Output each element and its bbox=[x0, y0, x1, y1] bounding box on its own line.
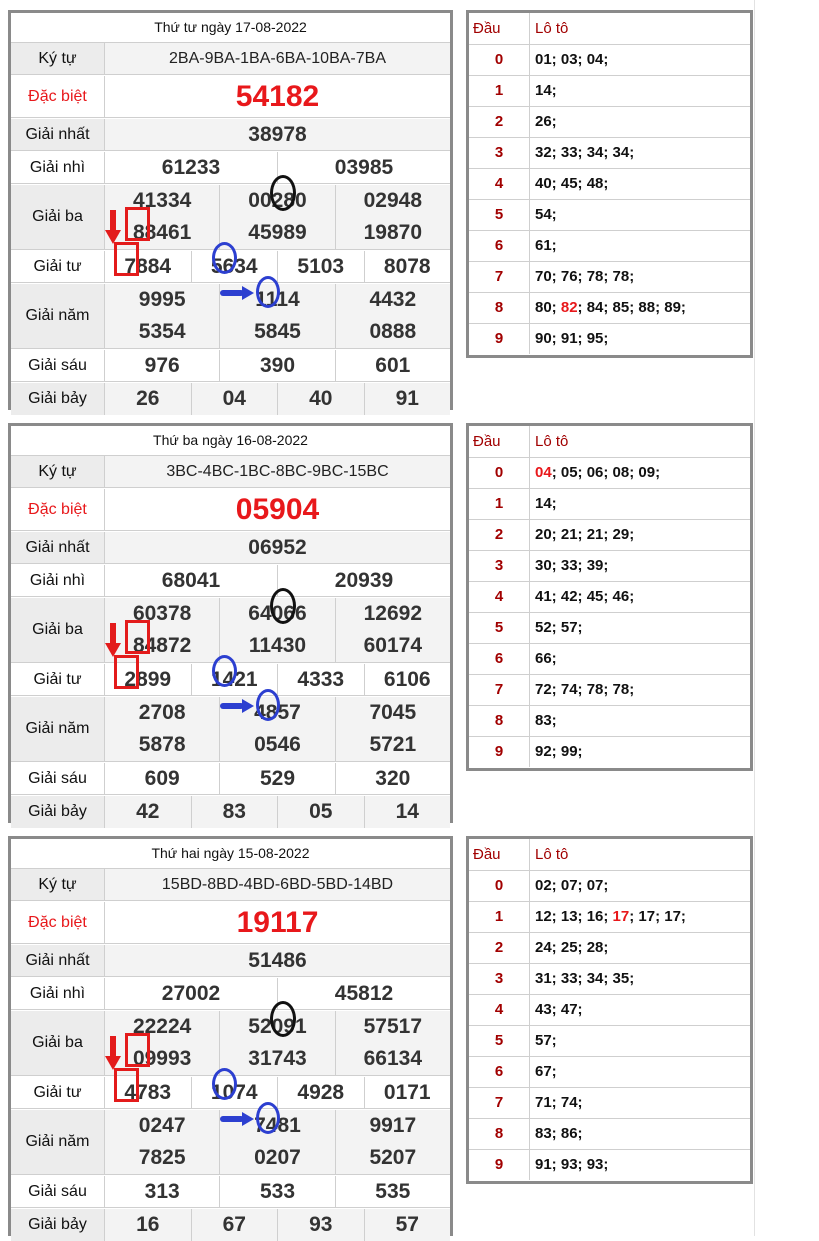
prize-row-giai-sau bbox=[11, 763, 450, 795]
prize-number: 4432 bbox=[335, 284, 450, 316]
prize-label: Giải bảy bbox=[11, 1209, 105, 1241]
prize-row-giai-nam bbox=[11, 284, 450, 349]
loto-special-number: 17 bbox=[612, 908, 630, 925]
loto-head-digit: 4 bbox=[469, 582, 530, 612]
loto-numbers-part: ; 05; 06; 08; 09; bbox=[551, 464, 661, 481]
loto-numbers: 14; bbox=[535, 82, 557, 99]
prize-number: 1074 bbox=[191, 1077, 278, 1108]
prize-number: 9917 bbox=[335, 1110, 450, 1142]
prize-values bbox=[105, 43, 450, 74]
loto-head-digit: 7 bbox=[469, 675, 530, 705]
loto-row bbox=[469, 613, 750, 644]
results-table bbox=[8, 423, 453, 823]
prize-label: Giải năm bbox=[11, 697, 105, 761]
special-prize-number: 54182 bbox=[235, 79, 320, 113]
prize-label: Giải ba bbox=[11, 185, 105, 249]
loto-row bbox=[469, 706, 750, 737]
prize-number: 11430 bbox=[219, 630, 334, 662]
prize-number: 27002 bbox=[161, 981, 221, 1005]
special-prize-number: 19117 bbox=[236, 905, 319, 939]
prize-row-giai-tu bbox=[11, 1077, 450, 1109]
loto-row bbox=[469, 107, 750, 138]
prize-number: 88461 bbox=[132, 221, 192, 244]
prize-number: 60174 bbox=[335, 630, 450, 662]
prize-number: 5845 bbox=[219, 316, 334, 348]
loto-numbers: 40; 45; 48; bbox=[535, 175, 609, 192]
loto-header-loto: Lô tô bbox=[535, 20, 569, 37]
prize-label: Giải tư bbox=[11, 1077, 105, 1108]
loto-row bbox=[469, 1150, 750, 1181]
loto-numbers: 43; 47; bbox=[535, 1001, 583, 1018]
prize-values bbox=[105, 284, 450, 348]
prize-subrow bbox=[105, 1142, 450, 1174]
loto-row bbox=[469, 520, 750, 551]
prize-subrow bbox=[105, 284, 450, 316]
prize-values bbox=[105, 796, 450, 828]
loto-numbers-part: 12; 13; 16; bbox=[535, 908, 613, 925]
prize-row-giai-nhi bbox=[11, 152, 450, 184]
loto-header-head: Đầu bbox=[469, 13, 530, 44]
prize-row-giai-sau bbox=[11, 1176, 450, 1208]
prize-row-ky-tu bbox=[11, 456, 450, 488]
prize-number: 68041 bbox=[161, 568, 221, 592]
loto-head-digit: 1 bbox=[469, 902, 530, 932]
prize-values bbox=[105, 902, 450, 943]
prize-number: 5207 bbox=[335, 1142, 450, 1174]
loto-head-digit: 0 bbox=[469, 458, 530, 488]
prize-label: Giải tư bbox=[11, 664, 105, 695]
prize-label: Giải nhì bbox=[11, 565, 105, 596]
loto-head-digit: 6 bbox=[469, 231, 530, 261]
prize-number: 02948 bbox=[335, 185, 450, 217]
prize-values bbox=[105, 119, 450, 150]
prize-values bbox=[105, 598, 450, 662]
prize-number: 16 bbox=[136, 1213, 160, 1236]
prize-number: 05 bbox=[277, 796, 364, 828]
prize-label: Giải năm bbox=[11, 284, 105, 348]
loto-row bbox=[469, 1057, 750, 1088]
prize-number: 5103 bbox=[277, 251, 364, 282]
prize-values bbox=[105, 489, 450, 530]
prize-number: 20939 bbox=[277, 565, 450, 596]
prize-number: 91 bbox=[364, 383, 451, 415]
prize-row-dac-biet bbox=[11, 76, 450, 118]
prize-number: 41334 bbox=[132, 189, 192, 212]
results-table bbox=[8, 836, 453, 1236]
prize-number: 31743 bbox=[219, 1043, 334, 1075]
prize-number: 390 bbox=[219, 350, 334, 381]
prize-row-dac-biet bbox=[11, 902, 450, 944]
loto-numbers: 66; bbox=[535, 650, 557, 667]
loto-numbers: 52; 57; bbox=[535, 619, 583, 636]
prize-values bbox=[105, 664, 450, 695]
prize-number: 976 bbox=[144, 353, 180, 377]
prize-values bbox=[105, 76, 450, 117]
prize-number: 09993 bbox=[132, 1047, 192, 1070]
loto-numbers: 32; 33; 34; 34; bbox=[535, 144, 635, 161]
prize-number: 42 bbox=[136, 800, 160, 823]
prize-number: 7884 bbox=[124, 254, 172, 278]
loto-numbers: 92; 99; bbox=[535, 743, 583, 760]
prize-subrow bbox=[105, 217, 450, 249]
loto-numbers: 02; 07; 07; bbox=[535, 877, 609, 894]
prize-label: Giải ba bbox=[11, 1011, 105, 1075]
prize-values bbox=[105, 1176, 450, 1207]
prize-number: 8078 bbox=[364, 251, 451, 282]
prize-number: 67 bbox=[191, 1209, 278, 1241]
prize-number: 2708 bbox=[138, 701, 186, 724]
loto-header-head: Đầu bbox=[469, 839, 530, 870]
prize-row-giai-bay bbox=[11, 383, 450, 415]
loto-numbers: 31; 33; 34; 35; bbox=[535, 970, 635, 987]
prize-number: 57 bbox=[364, 1209, 451, 1241]
prize-number: 57517 bbox=[335, 1011, 450, 1043]
prize-row-giai-nhi bbox=[11, 978, 450, 1010]
prize-number: 14 bbox=[364, 796, 451, 828]
prize-values bbox=[105, 565, 450, 596]
prize-number: 7825 bbox=[138, 1146, 186, 1169]
prize-label: Giải nhì bbox=[11, 978, 105, 1009]
prize-label: Đặc biệt bbox=[11, 76, 105, 117]
prize-number: 0207 bbox=[219, 1142, 334, 1174]
loto-head-digit: 6 bbox=[469, 1057, 530, 1087]
loto-row bbox=[469, 644, 750, 675]
loto-row bbox=[469, 489, 750, 520]
loto-head-digit: 3 bbox=[469, 138, 530, 168]
prize-values bbox=[105, 1077, 450, 1108]
prize-number: 64066 bbox=[219, 598, 334, 630]
prize-subrow bbox=[105, 316, 450, 348]
loto-head-digit: 2 bbox=[469, 107, 530, 137]
prize-number: 535 bbox=[335, 1176, 450, 1207]
prize-label: Giải nhất bbox=[11, 119, 105, 150]
loto-head-digit: 7 bbox=[469, 262, 530, 292]
prize-number: 0888 bbox=[335, 316, 450, 348]
prize-number: 19870 bbox=[335, 217, 450, 249]
loto-head-digit: 1 bbox=[469, 489, 530, 519]
loto-numbers: 61; bbox=[535, 237, 557, 254]
prize-values bbox=[105, 383, 450, 415]
prize-values bbox=[105, 869, 450, 900]
loto-row bbox=[469, 582, 750, 613]
draw-date-title: Thứ ba ngày 16-08-2022 bbox=[11, 426, 450, 456]
prize-values bbox=[105, 1011, 450, 1075]
prize-number: 5721 bbox=[335, 729, 450, 761]
symbol-code: 15BD-8BD-4BD-6BD-5BD-14BD bbox=[161, 875, 394, 893]
prize-number: 66134 bbox=[335, 1043, 450, 1075]
prize-number: 0546 bbox=[219, 729, 334, 761]
loto-row bbox=[469, 737, 750, 768]
prize-number: 601 bbox=[335, 350, 450, 381]
prize-number: 4783 bbox=[124, 1080, 172, 1104]
prize-number: 1421 bbox=[191, 664, 278, 695]
prize-label: Giải ba bbox=[11, 598, 105, 662]
prize-subrow bbox=[105, 1110, 450, 1142]
prize-values bbox=[105, 763, 450, 794]
loto-special-number: 82 bbox=[560, 299, 578, 316]
prize-number: 00280 bbox=[219, 185, 334, 217]
prize-number: 0247 bbox=[138, 1114, 186, 1137]
loto-head-digit: 9 bbox=[469, 324, 530, 354]
prize-number: 12692 bbox=[335, 598, 450, 630]
loto-numbers: 57; bbox=[535, 1032, 557, 1049]
loto-table bbox=[466, 836, 753, 1184]
loto-special-number: 04 bbox=[535, 464, 552, 481]
prize-number: 40 bbox=[277, 383, 364, 415]
prize-number: 45989 bbox=[219, 217, 334, 249]
prize-label: Ký tự bbox=[11, 869, 105, 900]
loto-head-digit: 4 bbox=[469, 995, 530, 1025]
loto-head-digit: 6 bbox=[469, 644, 530, 674]
prize-number: 93 bbox=[277, 1209, 364, 1241]
prize-subrow bbox=[105, 1043, 450, 1075]
loto-numbers bbox=[535, 293, 686, 323]
prize-row-giai-nhat bbox=[11, 532, 450, 564]
prize-subrow bbox=[105, 185, 450, 217]
prize-number: 26 bbox=[136, 387, 160, 410]
prize-number: 1114 bbox=[219, 284, 334, 316]
prize-number: 51486 bbox=[248, 948, 307, 972]
draw-date-title: Thứ tư ngày 17-08-2022 bbox=[11, 13, 450, 43]
loto-header-loto: Lô tô bbox=[535, 846, 569, 863]
loto-numbers: 91; 93; 93; bbox=[535, 1156, 609, 1173]
prize-number: 06952 bbox=[248, 535, 307, 559]
loto-numbers: 30; 33; 39; bbox=[535, 557, 609, 574]
loto-row bbox=[469, 45, 750, 76]
loto-row bbox=[469, 902, 750, 933]
prize-number: 5354 bbox=[138, 320, 186, 343]
prize-values bbox=[105, 251, 450, 282]
loto-header-head: Đầu bbox=[469, 426, 530, 457]
prize-row-giai-tu bbox=[11, 664, 450, 696]
loto-row bbox=[469, 1088, 750, 1119]
loto-row bbox=[469, 871, 750, 902]
loto-head-digit: 1 bbox=[469, 76, 530, 106]
loto-head-digit: 3 bbox=[469, 964, 530, 994]
prize-number: 9995 bbox=[138, 288, 186, 311]
prize-label: Giải nhất bbox=[11, 532, 105, 563]
loto-header bbox=[469, 13, 750, 45]
loto-row bbox=[469, 964, 750, 995]
loto-numbers: 83; 86; bbox=[535, 1125, 583, 1142]
loto-row bbox=[469, 995, 750, 1026]
special-prize-number: 05904 bbox=[235, 492, 320, 526]
symbol-code: 2BA-9BA-1BA-6BA-10BA-7BA bbox=[169, 49, 386, 67]
prize-row-giai-bay bbox=[11, 1209, 450, 1241]
loto-numbers: 54; bbox=[535, 206, 557, 223]
prize-number: 7481 bbox=[219, 1110, 334, 1142]
prize-label: Giải sáu bbox=[11, 763, 105, 794]
prize-number: 60378 bbox=[132, 602, 192, 625]
prize-subrow bbox=[105, 729, 450, 761]
prize-label: Giải sáu bbox=[11, 350, 105, 381]
loto-row bbox=[469, 1026, 750, 1057]
prize-number: 83 bbox=[191, 796, 278, 828]
prize-label: Đặc biệt bbox=[11, 489, 105, 530]
prize-label: Ký tự bbox=[11, 456, 105, 487]
prize-number: 5634 bbox=[191, 251, 278, 282]
prize-values bbox=[105, 152, 450, 183]
loto-row bbox=[469, 138, 750, 169]
prize-number: 4857 bbox=[219, 697, 334, 729]
prize-label: Giải sáu bbox=[11, 1176, 105, 1207]
prize-label: Ký tự bbox=[11, 43, 105, 74]
loto-numbers: 14; bbox=[535, 495, 557, 512]
page-divider bbox=[754, 0, 755, 1236]
prize-row-ky-tu bbox=[11, 869, 450, 901]
loto-head-digit: 9 bbox=[469, 737, 530, 767]
loto-head-digit: 5 bbox=[469, 1026, 530, 1056]
loto-table bbox=[466, 423, 753, 771]
prize-number: 38978 bbox=[248, 122, 307, 146]
loto-numbers: 20; 21; 21; 29; bbox=[535, 526, 635, 543]
prize-subrow bbox=[105, 697, 450, 729]
prize-label: Giải nhất bbox=[11, 945, 105, 976]
loto-table bbox=[466, 10, 753, 358]
loto-numbers: 70; 76; 78; 78; bbox=[535, 268, 635, 285]
loto-head-digit: 5 bbox=[469, 613, 530, 643]
prize-number: 45812 bbox=[277, 978, 450, 1009]
loto-head-digit: 8 bbox=[469, 1119, 530, 1149]
loto-numbers: 71; 74; bbox=[535, 1094, 583, 1111]
loto-head-digit: 3 bbox=[469, 551, 530, 581]
prize-row-giai-nam bbox=[11, 697, 450, 762]
loto-row bbox=[469, 675, 750, 706]
prize-row-giai-nhat bbox=[11, 945, 450, 977]
loto-head-digit: 2 bbox=[469, 520, 530, 550]
loto-row bbox=[469, 458, 750, 489]
loto-numbers: 67; bbox=[535, 1063, 557, 1080]
prize-number: 320 bbox=[335, 763, 450, 794]
prize-row-giai-sau bbox=[11, 350, 450, 382]
prize-label: Đặc biệt bbox=[11, 902, 105, 943]
loto-numbers-part: ; 84; 85; 88; 89; bbox=[577, 299, 686, 316]
loto-head-digit: 8 bbox=[469, 706, 530, 736]
prize-number: 2899 bbox=[124, 667, 172, 691]
loto-row bbox=[469, 324, 750, 355]
prize-number: 04 bbox=[191, 383, 278, 415]
prize-number: 5878 bbox=[138, 733, 186, 756]
prize-number: 4928 bbox=[277, 1077, 364, 1108]
prize-row-giai-tu bbox=[11, 251, 450, 283]
loto-head-digit: 0 bbox=[469, 871, 530, 901]
prize-number: 22224 bbox=[132, 1015, 192, 1038]
prize-row-giai-bay bbox=[11, 796, 450, 828]
loto-head-digit: 0 bbox=[469, 45, 530, 75]
loto-header-loto: Lô tô bbox=[535, 433, 569, 450]
prize-number: 6106 bbox=[364, 664, 451, 695]
loto-numbers: 41; 42; 45; 46; bbox=[535, 588, 635, 605]
loto-row bbox=[469, 169, 750, 200]
prize-number: 84872 bbox=[132, 634, 192, 657]
loto-header bbox=[469, 839, 750, 871]
prize-values bbox=[105, 1209, 450, 1241]
prize-values bbox=[105, 978, 450, 1009]
loto-row bbox=[469, 262, 750, 293]
results-table bbox=[8, 10, 453, 410]
loto-numbers: 26; bbox=[535, 113, 557, 130]
prize-number: 52091 bbox=[219, 1011, 334, 1043]
prize-number: 533 bbox=[219, 1176, 334, 1207]
prize-row-ky-tu bbox=[11, 43, 450, 75]
draw-date-title: Thứ hai ngày 15-08-2022 bbox=[11, 839, 450, 869]
prize-values bbox=[105, 185, 450, 249]
prize-row-giai-ba bbox=[11, 598, 450, 663]
prize-row-giai-nhat bbox=[11, 119, 450, 151]
prize-label: Giải tư bbox=[11, 251, 105, 282]
loto-numbers: 72; 74; 78; 78; bbox=[535, 681, 635, 698]
prize-label: Giải bảy bbox=[11, 796, 105, 828]
prize-number: 7045 bbox=[335, 697, 450, 729]
prize-label: Giải nhì bbox=[11, 152, 105, 183]
prize-number: 61233 bbox=[161, 155, 221, 179]
loto-head-digit: 2 bbox=[469, 933, 530, 963]
prize-label: Giải năm bbox=[11, 1110, 105, 1174]
prize-row-giai-nam bbox=[11, 1110, 450, 1175]
loto-row bbox=[469, 231, 750, 262]
prize-row-giai-nhi bbox=[11, 565, 450, 597]
loto-head-digit: 4 bbox=[469, 169, 530, 199]
loto-numbers-part: ; 17; 17; bbox=[629, 908, 686, 925]
loto-row bbox=[469, 293, 750, 324]
loto-row bbox=[469, 1119, 750, 1150]
loto-header bbox=[469, 426, 750, 458]
prize-values bbox=[105, 456, 450, 487]
prize-number: 609 bbox=[144, 766, 180, 790]
prize-subrow bbox=[105, 1011, 450, 1043]
loto-head-digit: 5 bbox=[469, 200, 530, 230]
loto-numbers: 83; bbox=[535, 712, 557, 729]
loto-numbers-part: 80; bbox=[535, 299, 561, 316]
loto-row bbox=[469, 76, 750, 107]
prize-number: 4333 bbox=[277, 664, 364, 695]
prize-number: 313 bbox=[144, 1179, 180, 1203]
prize-values bbox=[105, 945, 450, 976]
loto-numbers bbox=[535, 902, 686, 932]
loto-head-digit: 7 bbox=[469, 1088, 530, 1118]
prize-values bbox=[105, 350, 450, 381]
loto-head-digit: 9 bbox=[469, 1150, 530, 1180]
prize-row-giai-ba bbox=[11, 185, 450, 250]
loto-numbers: 24; 25; 28; bbox=[535, 939, 609, 956]
loto-row bbox=[469, 200, 750, 231]
symbol-code: 3BC-4BC-1BC-8BC-9BC-15BC bbox=[166, 462, 389, 480]
prize-values bbox=[105, 697, 450, 761]
prize-row-dac-biet bbox=[11, 489, 450, 531]
loto-numbers bbox=[535, 458, 660, 488]
prize-row-giai-ba bbox=[11, 1011, 450, 1076]
loto-row bbox=[469, 551, 750, 582]
loto-row bbox=[469, 933, 750, 964]
prize-number: 0171 bbox=[364, 1077, 451, 1108]
prize-values bbox=[105, 532, 450, 563]
loto-numbers: 90; 91; 95; bbox=[535, 330, 609, 347]
loto-head-digit: 8 bbox=[469, 293, 530, 323]
prize-number: 03985 bbox=[277, 152, 450, 183]
prize-subrow bbox=[105, 598, 450, 630]
loto-numbers: 01; 03; 04; bbox=[535, 51, 609, 68]
prize-values bbox=[105, 1110, 450, 1174]
prize-number: 529 bbox=[219, 763, 334, 794]
prize-label: Giải bảy bbox=[11, 383, 105, 415]
prize-subrow bbox=[105, 630, 450, 662]
